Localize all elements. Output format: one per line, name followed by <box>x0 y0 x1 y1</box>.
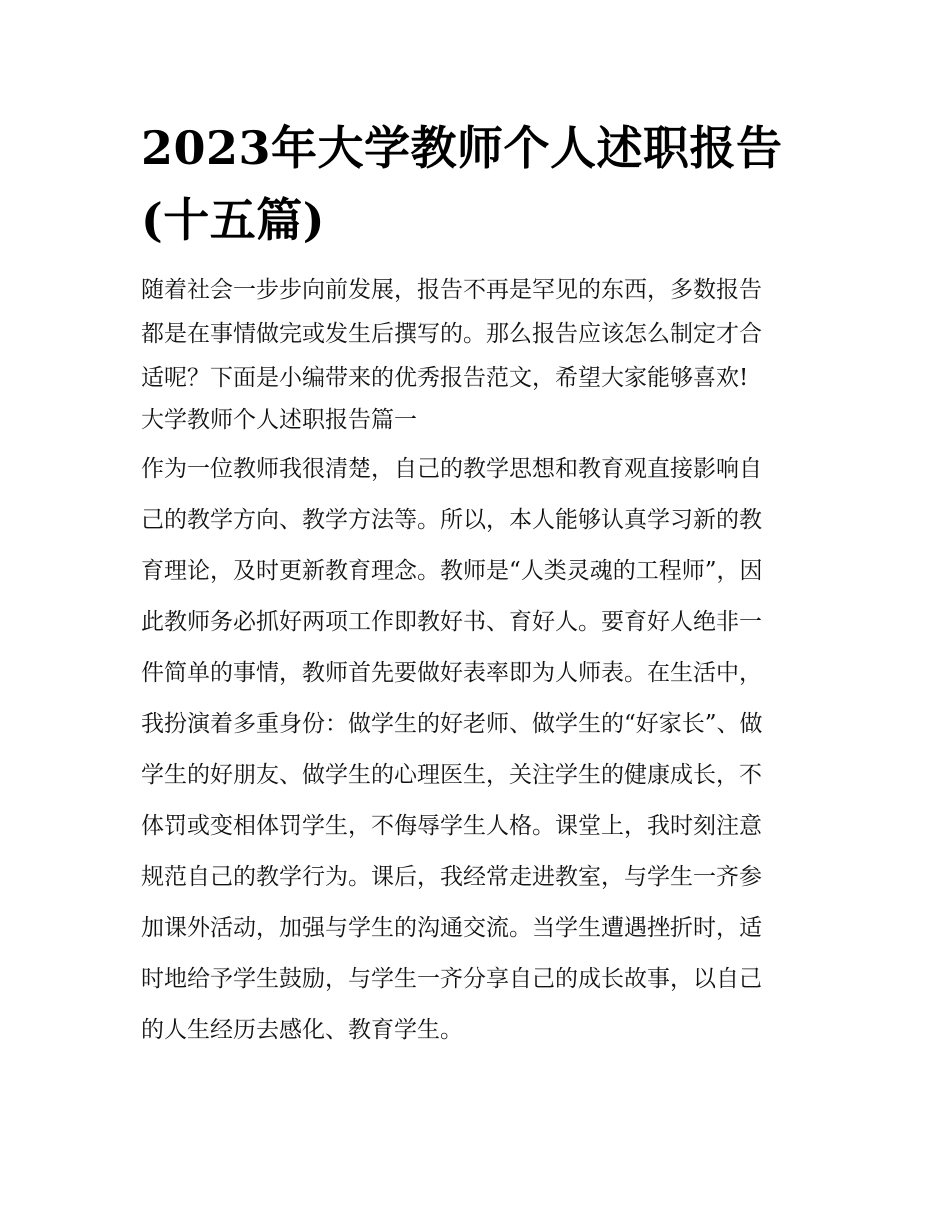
body-line: 体罚或变相体罚学生，不侮辱学生人格。课堂上，我时刻注意 <box>141 813 762 839</box>
intro-line: 都是在事情做完或发生后撰写的。那么报告应该怎么制定才合 <box>141 321 762 347</box>
body-line: 作为一位教师我很清楚，自己的教学思想和教育观直接影响自 <box>141 456 762 482</box>
body-line: 育理论，及时更新教育理念。教师是“人类灵魂的工程师”，因 <box>141 558 763 584</box>
body-line: 规范自己的教学行为。课后，我经常走进教室，与学生一齐参 <box>141 864 762 890</box>
body-line: 时地给予学生鼓励，与学生一齐分享自己的成长故事，以自己 <box>141 966 762 992</box>
body-line: 己的教学方向、教学方法等。所以，本人能够认真学习新的教 <box>141 507 762 533</box>
document-page <box>141 112 817 1056</box>
intro-paragraph <box>141 268 817 400</box>
body-line: 此教师务必抓好两项工作即教好书、育好人。要育好人绝非一 <box>141 609 762 635</box>
body-line: 件简单的事情，教师首先要做好表率即为人师表。在生活中， <box>141 660 762 686</box>
intro-line: 适呢？下面是小编带来的优秀报告范文，希望大家能够喜欢! <box>141 365 749 391</box>
body-paragraph <box>141 444 817 1056</box>
body-line: 学生的好朋友、做学生的心理医生，关注学生的健康成长，不 <box>141 762 762 788</box>
document-title <box>141 112 817 256</box>
intro-line: 随着社会一步步向前发展，报告不再是罕见的东西，多数报告 <box>141 277 762 303</box>
section-heading: 大学教师个人述职报告篇一 <box>141 407 417 433</box>
body-line: 加课外活动，加强与学生的沟通交流。当学生遭遇挫折时，适 <box>141 915 762 941</box>
document-title-line-1: 2023年大学教师个人述职报告 <box>141 121 783 175</box>
body-line: 的人生经历去感化、教育学生。 <box>141 1017 463 1043</box>
document-title-line-2: (十五篇) <box>141 193 326 247</box>
body-line: 我扮演着多重身份：做学生的好老师、做学生的“好家长”、做 <box>141 711 763 737</box>
